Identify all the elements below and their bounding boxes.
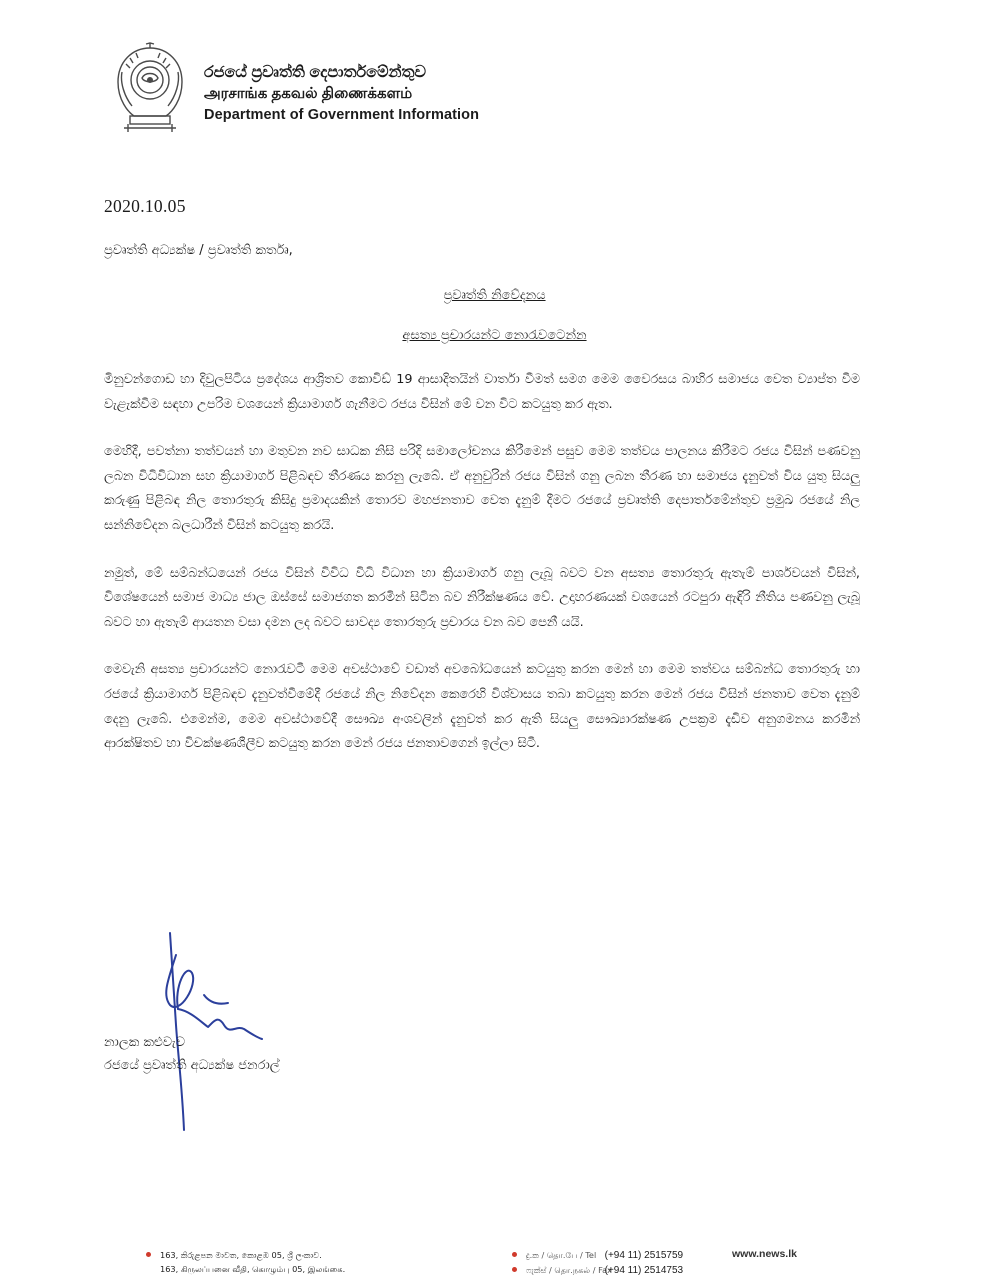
address-sinhala: 163, කිරුළපන මාවත, කොළඹ 05, ශ්‍රී ලංකාව. [160, 1250, 322, 1260]
handwritten-signature [148, 925, 278, 1140]
bullet-icon [146, 1252, 151, 1257]
sri-lanka-state-emblem-icon [110, 42, 190, 138]
phone-label: දු.ක / தொ.பே / Tel [526, 1250, 597, 1260]
letter-body [104, 368, 860, 780]
department-names [204, 64, 479, 123]
website-link[interactable]: www.news.lk [732, 1248, 797, 1260]
department-name-english: Department of Government Information [204, 107, 480, 123]
fax-label: ෆැක්ස් / தொ.நகல் / Fax [526, 1265, 612, 1275]
footer-contact [512, 1248, 683, 1278]
signatory-name: නාලක කළුවැව [104, 1035, 186, 1050]
department-name-tamil: அரசாங்க தகவல் திணைக்களம் [204, 85, 413, 102]
salutation: ප්‍රවෘත්ති අධ්‍යක්ෂ / ප්‍රවෘත්ති කර්තෘ, [104, 243, 293, 258]
signatory-title: රජයේ ප්‍රවෘත්ති අධ්‍යක්ෂ ජනරාල් [104, 1058, 280, 1073]
body-paragraph: මෙහිදී, පවත්නා තත්වයන් හා මතුවන නව සාධක නිසි පරිදි සමාලෝචනය කිරීමෙන් පසුව මෙම තත්වය පාලනය කිරීමට රජය විසින් පණවනු ලබන විධිවිධාන සහ ක්‍රියාමාර්ග පිළිබඳව තීරණය කරනු ලැබේ. ඒ අනුවුරින් රජය විසින් ගනු ලබන තීරණ හා සමාජය දැනුවත් විය යුතු සියලු කරුණු පිළිබඳ නිල තොරතුරු කිසිදු ප්‍රමාදයකින් තොරව මහජනතාව වෙත දැනුම් දීමට රජයේ ප්‍රවෘත්ති දෙපාර්තමේන්තුව ප්‍රමුඛ රජයේ නිල සන්නිවේදන බලධාරීන් විසින් කටයුතු කරයි. [104, 444, 860, 533]
fax-number: (+94 11) 2514753 [604, 1265, 684, 1276]
body-paragraph: මිනුවන්ගොඩ හා දිවුලපිටිය ප්‍රදේශය ආශ්‍රිතව කොවිඩ් 19 ආසාදිතයින් වාර්තා වීමත් සමග මෙම වෛරසය බාහිර සමාජය වෙත ව්‍යාප්ත වීම වැළැක්වීම සඳහා උපරිම වශයෙන් ක්‍රියාමාර්ග ගැනීමට රජය විසින් මේ වන විට කටයුතු කර ඇත. [104, 372, 860, 412]
address-tamil: 163, கிருலப்பனை வீதி, கொழும்பு 05, இலங்கை. [160, 1264, 346, 1274]
letterhead-footer [0, 1248, 989, 1280]
bullet-icon [512, 1267, 517, 1272]
body-paragraph: මෙවැනි අසත්‍ය ප්‍රචාරයන්ට නොරැවටී මෙම අවස්ථාවේ වඩාත් අවබෝධයෙන් කටයුතු කරන මෙන් හා මෙම තත්වය සම්බන්ධ තොරතුරු හා රජයේ ක්‍රියාමාර්ග පිළිබඳව දැනුවත්වීමේදී රජයේ නිල නිවේදන කෙරෙහි විශ්වාසය තබා කටයුතු කරන මෙන් රජය විසින් ජනතාව වෙත දැනුම් දෙනු ලැබේ. එමෙන්ම, මෙම අවස්ථාවේදී සෞඛ්‍ය අංශවලින් දැනුවත් කර ඇති සියලු සෞඛ්‍යාරක්ෂණ උපක්‍රම දැඩිව අනුගමනය කරමින් ආරක්ෂිතව හා විචක්ෂණශීලීව කටයුතු කරන මෙන් රජය ජනතාවගෙන් ඉල්ලා සිටී. [104, 662, 860, 752]
document-title: ප්‍රවෘත්ති නිවේදනය [443, 288, 546, 303]
footer-address [146, 1248, 345, 1276]
bullet-icon [512, 1252, 517, 1257]
letter-date: 2020.10.05 [104, 196, 186, 216]
phone-number: (+94 11) 2515759 [604, 1250, 684, 1261]
department-name-sinhala: රජයේ ප්‍රවෘත්ති දෙපාර්තමේන්තුව [204, 64, 427, 81]
document-subtitle: අසත්‍ය ප්‍රචාරයන්ට නොරැවටෙන්න [402, 328, 587, 343]
body-paragraph: නමුත්, මේ සම්බන්ධයෙන් රජය විසින් විවිධ විධි විධාන හා ක්‍රියාමාර්ග ගනු ලැබූ බවට වන අසත්‍ය තොරතුරු ඇතැම් පාර්ශවයන් විසින්, විශේෂයෙන් සමාජ මාධ්‍ය ජාල ඔස්සේ සමාජගත කරමින් සිටින බව නිරීක්ෂණය වේ. උදාහරණයක් වශයෙන් රටපුරා ඇඳිරි නීතිය පණවනු ලැබූ බවට හා ඇතැම් ආයතන වසා දමන ලද බවට සාවද්‍ය තොරතුරු ප්‍රචාරය වන බව පෙනී යයි. [104, 565, 860, 630]
